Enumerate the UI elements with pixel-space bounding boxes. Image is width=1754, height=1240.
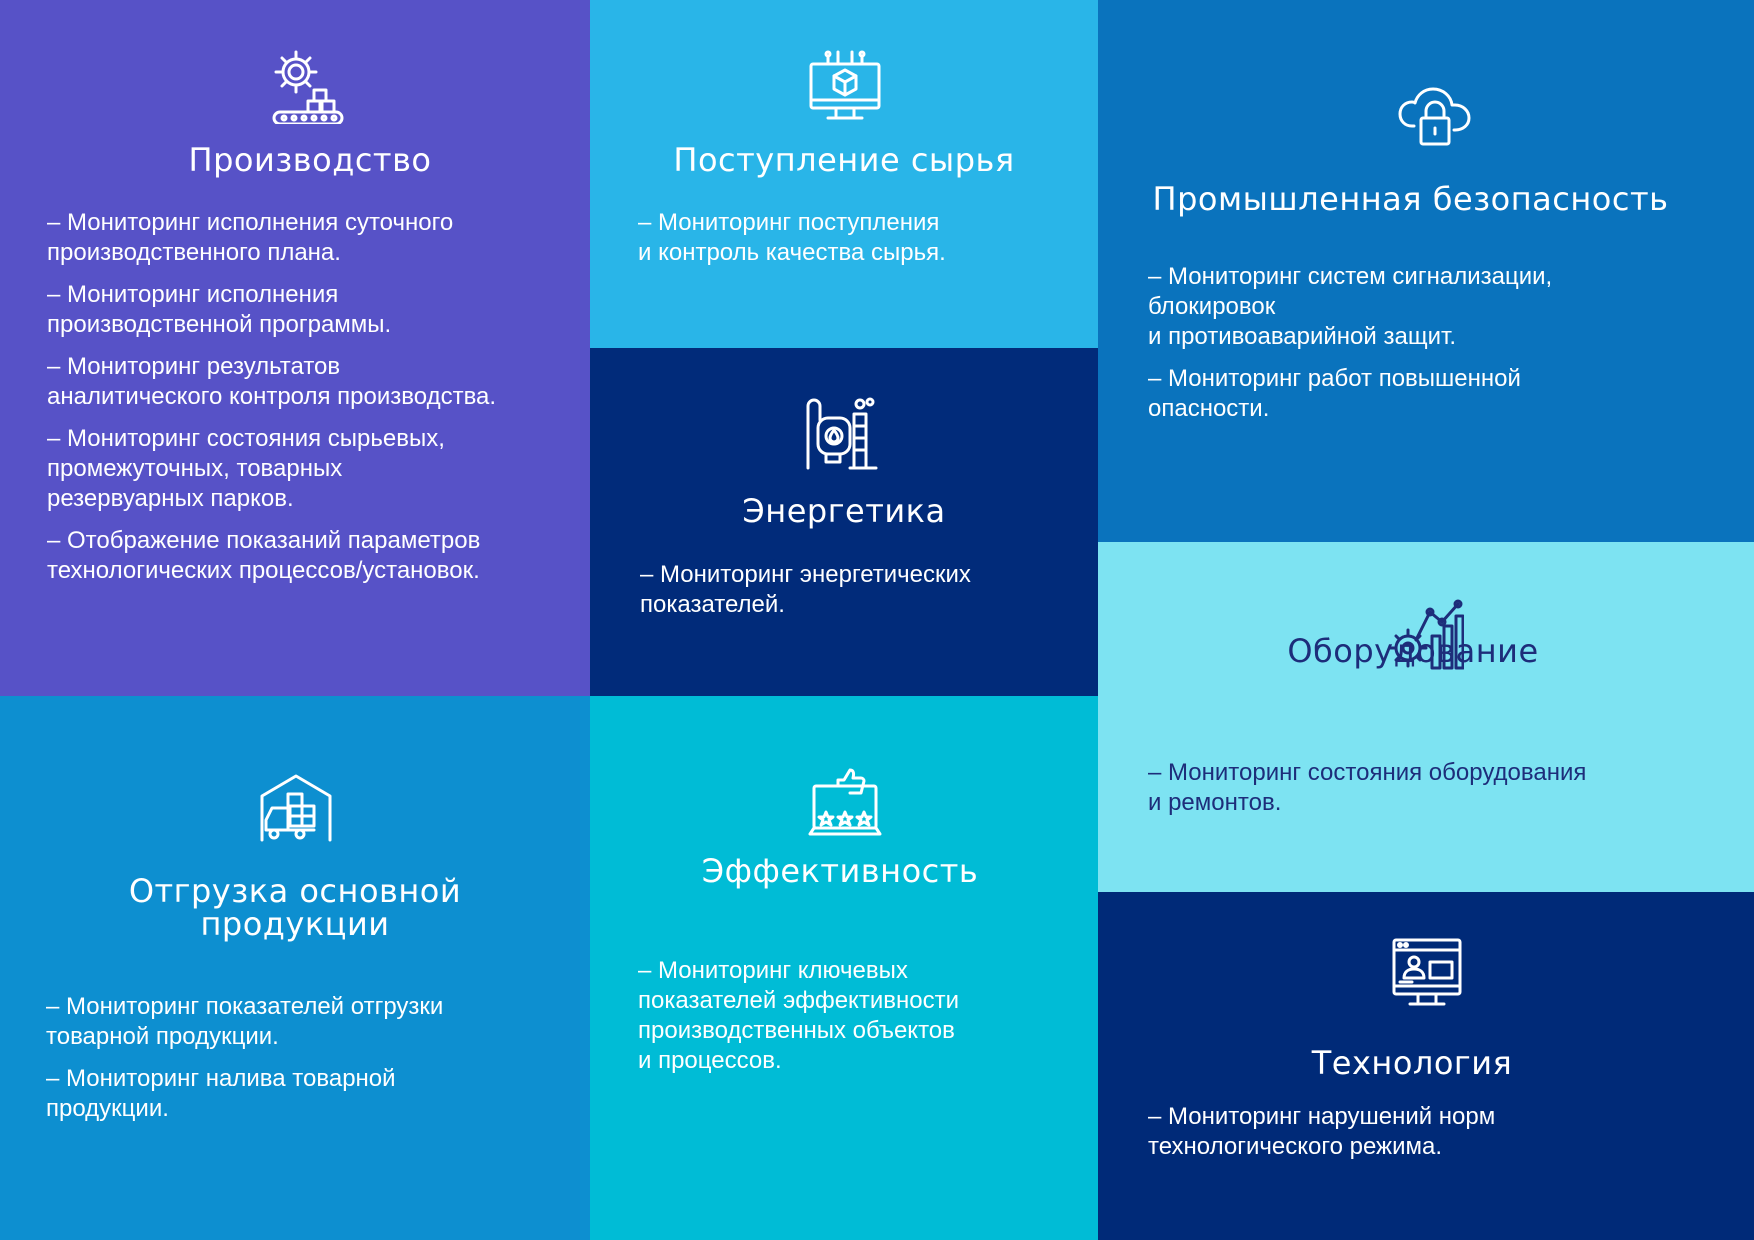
bullet-list — [47, 208, 567, 598]
bullet-list — [1148, 1102, 1738, 1174]
monitor-profile-icon — [1390, 938, 1464, 1010]
bullet-list — [1148, 262, 1738, 436]
tile-title: Технология — [1311, 1044, 1513, 1082]
list-item: – Мониторинг исполнения производственной программы. — [47, 281, 392, 338]
list-item: – Мониторинг налива товарной продукции. — [46, 1065, 396, 1122]
tile-title: Поступление сырья — [673, 141, 1015, 179]
tile-title: Производство — [188, 141, 432, 179]
tile-efficiency — [590, 696, 1098, 1240]
list-item: – Мониторинг систем сигнализации, блокировок и противоаварийной защит. — [1148, 263, 1553, 350]
tile-title-line1: Отгрузка основной — [128, 872, 462, 910]
tile-title: Оборудование — [1287, 632, 1539, 670]
list-item: – Мониторинг нарушений норм технологического режима. — [1148, 1103, 1496, 1160]
list-item: – Мониторинг работ повышенной опасности. — [1148, 365, 1521, 422]
tile-technology — [1098, 892, 1754, 1240]
monitor-cube-icon — [808, 48, 882, 122]
tile-raw-materials — [590, 0, 1098, 348]
tile-title: Промышленная безопасность — [1152, 180, 1669, 218]
bullet-list — [638, 208, 1078, 280]
tile-shipping — [0, 696, 590, 1240]
list-item: – Мониторинг состояния оборудования и ремонтов. — [1148, 759, 1587, 816]
bullet-list — [1148, 758, 1738, 830]
list-item: – Мониторинг ключевых показателей эффективности производственных объектов и процессов. — [638, 957, 959, 1074]
list-item: – Мониторинг результатов аналитического контроля производства. — [47, 353, 497, 410]
tile-production — [0, 0, 590, 696]
list-item: – Мониторинг состояния сырьевых, промежуточных, товарных резервуарных парков. — [47, 425, 445, 512]
cloud-lock-icon — [1398, 86, 1472, 148]
bullet-list — [640, 560, 1080, 632]
tile-energy — [590, 348, 1098, 696]
bullet-list — [46, 992, 566, 1136]
list-item: – Мониторинг энергетических показателей. — [640, 561, 971, 618]
list-item: – Мониторинг исполнения суточного производственного плана. — [47, 209, 454, 266]
tile-equipment — [1098, 542, 1754, 892]
power-plant-icon — [804, 396, 880, 470]
laptop-thumbs-up-icon — [808, 768, 882, 840]
tile-title-line2: продукции — [200, 905, 390, 943]
list-item: – Мониторинг показателей отгрузки товарной продукции. — [46, 993, 444, 1050]
list-item: – Отображение показаний параметров технологических процессов/установок. — [47, 527, 481, 584]
warehouse-truck-icon — [260, 774, 332, 844]
tile-title: Эффективность — [701, 852, 979, 890]
gear-conveyor-icon — [270, 48, 346, 124]
list-item: – Мониторинг поступления и контроль качества сырья. — [638, 209, 946, 266]
tile-title: Энергетика — [742, 492, 946, 530]
tile-industrial-safety — [1098, 0, 1754, 542]
bullet-list — [638, 956, 1078, 1088]
